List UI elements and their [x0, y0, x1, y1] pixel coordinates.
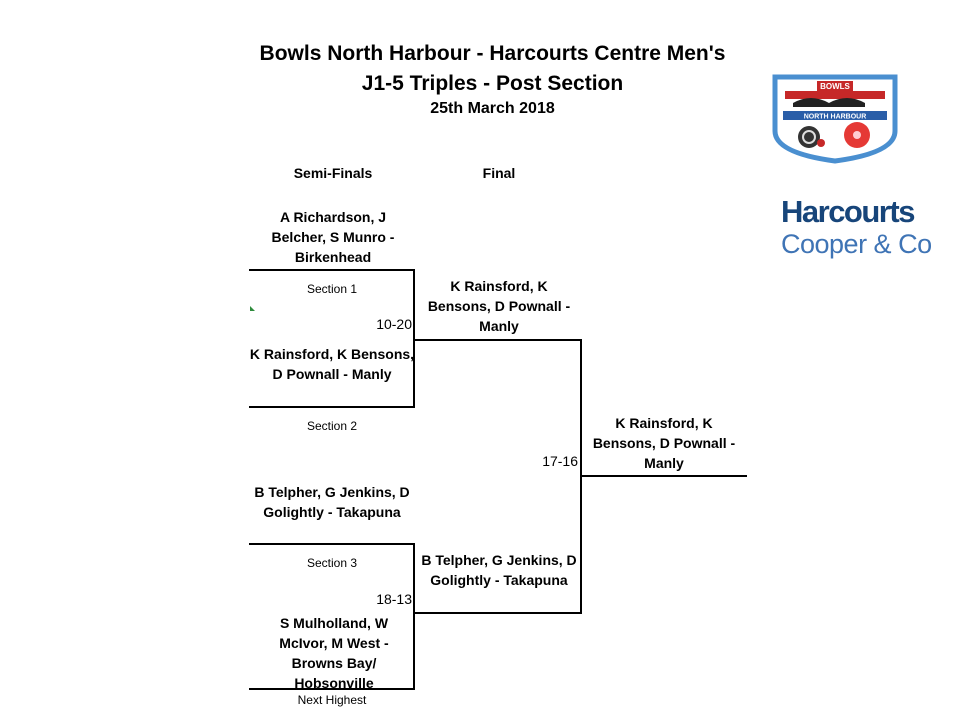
bracket-line — [415, 339, 582, 341]
semi2-score: 18-13 — [376, 591, 412, 607]
semi1-team-bottom: K Rainsford, K Bensons, D Pownall - Manly — [249, 346, 415, 382]
bracket-connector — [413, 543, 415, 690]
bracket-line — [415, 612, 582, 614]
jack-icon — [817, 139, 825, 147]
semi1-section-bottom: Section 2 — [306, 419, 358, 433]
bowl-ball-icon — [798, 126, 820, 148]
harcourts-wordmark: Harcourts — [781, 194, 914, 229]
cell-comment-marker — [250, 306, 255, 311]
bowls-north-harbour-logo — [771, 71, 899, 168]
final-score: 17-16 — [542, 453, 578, 469]
event-date: 25th March 2018 — [430, 100, 555, 117]
semi2-team-top: B Telpher, G Jenkins, D Golightly - Takapuna — [254, 484, 410, 520]
semi1-section-top: Section 1 — [306, 282, 358, 296]
semi2-section-top: Section 3 — [306, 556, 358, 570]
logo-text-bowls: BOWLS — [820, 82, 850, 91]
semi1-team-top: A Richardson, J Belcher, S Munro - Birkenhead — [271, 209, 395, 265]
winner-team: K Rainsford, K Bensons, D Pownall - Manly — [592, 415, 736, 471]
page-subtitle: J1-5 Triples - Post Section — [361, 72, 624, 95]
final-team-top: K Rainsford, K Bensons, D Pownall - Manly — [427, 278, 571, 334]
cooper-co-wordmark: Cooper & Co — [781, 229, 932, 259]
logo-text-band: NORTH HARBOUR — [803, 113, 867, 121]
bracket-line — [249, 269, 415, 271]
round-label-final: Final — [482, 165, 516, 181]
page-title: Bowls North Harbour - Harcourts Centre Men's — [259, 42, 726, 65]
final-team-bottom: B Telpher, G Jenkins, D Golightly - Takapuna — [421, 552, 577, 588]
semi2-section-bottom: Next Highest — [297, 693, 367, 707]
round-label-semi-finals: Semi-Finals — [293, 165, 373, 181]
bracket-line — [249, 406, 415, 408]
bracket-line — [249, 543, 415, 545]
harcourts-logo — [781, 194, 932, 259]
bracket-line — [580, 475, 747, 477]
bracket-line — [249, 688, 415, 690]
semi1-score: 10-20 — [376, 316, 412, 332]
semi2-team-bottom: S Mulholland, W McIvor, M West - Browns Bay/ Hobsonville — [279, 615, 389, 691]
